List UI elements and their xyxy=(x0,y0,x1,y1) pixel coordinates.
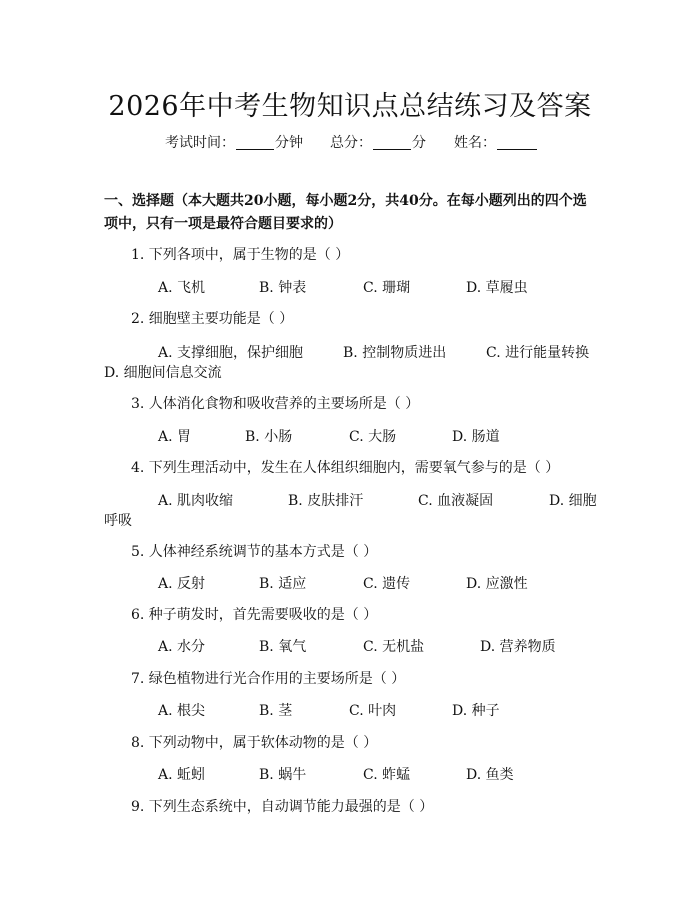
option-d[interactable]: D. 细胞 xyxy=(549,493,597,509)
option-c[interactable]: C. 珊瑚 xyxy=(363,280,411,296)
option-b[interactable]: B. 适应 xyxy=(259,576,307,592)
option-d[interactable]: D. 细胞间信息交流 xyxy=(104,365,222,381)
option-d[interactable]: D. 草履虫 xyxy=(466,280,528,296)
option-a[interactable]: A. 支撑细胞，保护细胞 xyxy=(158,345,304,361)
exam-time-blank[interactable] xyxy=(236,135,274,150)
option-c[interactable]: C. 大肠 xyxy=(349,429,397,445)
student-name-label: 姓名： xyxy=(454,135,496,151)
exam-time-field xyxy=(165,132,303,152)
option-d[interactable]: D. 营养物质 xyxy=(480,639,556,655)
question-stem: 5. 人体神经系统调节的基本方式是（ ） xyxy=(131,544,378,560)
student-name-field xyxy=(454,132,538,152)
question-stem: 7. 绿色植物进行光合作用的主要场所是（ ） xyxy=(131,671,406,687)
option-b[interactable]: B. 钟表 xyxy=(259,280,307,296)
total-score-field xyxy=(330,132,426,152)
question-stem: 9. 下列生态系统中，自动调节能力最强的是（ ） xyxy=(131,799,434,815)
option-a[interactable]: A. 反射 xyxy=(158,576,206,592)
option-c[interactable]: C. 进行能量转换 xyxy=(486,345,590,361)
option-a[interactable]: A. 水分 xyxy=(158,639,206,655)
option-b[interactable]: B. 茎 xyxy=(259,703,293,719)
section-heading: 一、选择题（本大题共20小题，每小题2分，共40分。在每小题列出的四个选项中，只有一项是最符合题目要求的） xyxy=(104,193,587,232)
page-title: 2026年中考生物知识点总结练习及答案 xyxy=(108,91,592,122)
student-name-blank[interactable] xyxy=(497,135,537,150)
total-score-unit: 分 xyxy=(412,135,426,151)
option-b[interactable]: B. 蜗牛 xyxy=(259,767,307,783)
question-stem: 3. 人体消化食物和吸收营养的主要场所是（ ） xyxy=(131,396,420,412)
option-c[interactable]: C. 蚱蜢 xyxy=(363,767,411,783)
exam-time-label: 考试时间： xyxy=(165,135,235,151)
question-stem: 2. 细胞壁主要功能是（ ） xyxy=(131,311,294,327)
question-stem: 4. 下列生理活动中，发生在人体组织细胞内，需要氧气参与的是（ ） xyxy=(131,460,560,476)
option-b[interactable]: B. 氧气 xyxy=(259,639,307,655)
question-stem: 1. 下列各项中，属于生物的是（ ） xyxy=(131,247,350,263)
option-a[interactable]: A. 肌肉收缩 xyxy=(158,493,234,509)
option-c[interactable]: C. 叶肉 xyxy=(349,703,397,719)
option-c[interactable]: C. 遗传 xyxy=(363,576,411,592)
total-score-label: 总分： xyxy=(330,135,372,151)
option-b[interactable]: B. 皮肤排汗 xyxy=(288,493,364,509)
option-d[interactable]: D. 应激性 xyxy=(466,576,528,592)
option-b[interactable]: B. 控制物质进出 xyxy=(343,345,447,361)
option-c[interactable]: C. 无机盐 xyxy=(363,639,425,655)
option-d[interactable]: D. 鱼类 xyxy=(466,767,514,783)
option-d[interactable]: D. 种子 xyxy=(452,703,500,719)
option-b[interactable]: B. 小肠 xyxy=(245,429,293,445)
total-score-blank[interactable] xyxy=(373,135,411,150)
option-d[interactable]: D. 肠道 xyxy=(452,429,500,445)
option-c[interactable]: C. 血液凝固 xyxy=(418,493,494,509)
option-a[interactable]: A. 飞机 xyxy=(158,280,206,296)
question-stem: 8. 下列动物中，属于软体动物的是（ ） xyxy=(131,735,378,751)
option-d-continued: 呼吸 xyxy=(104,513,132,529)
exam-time-unit: 分钟 xyxy=(275,135,303,151)
question-stem: 6. 种子萌发时，首先需要吸收的是（ ） xyxy=(131,607,378,623)
option-a[interactable]: A. 根尖 xyxy=(158,703,206,719)
option-a[interactable]: A. 蚯蚓 xyxy=(158,767,206,783)
option-a[interactable]: A. 胃 xyxy=(158,429,192,445)
